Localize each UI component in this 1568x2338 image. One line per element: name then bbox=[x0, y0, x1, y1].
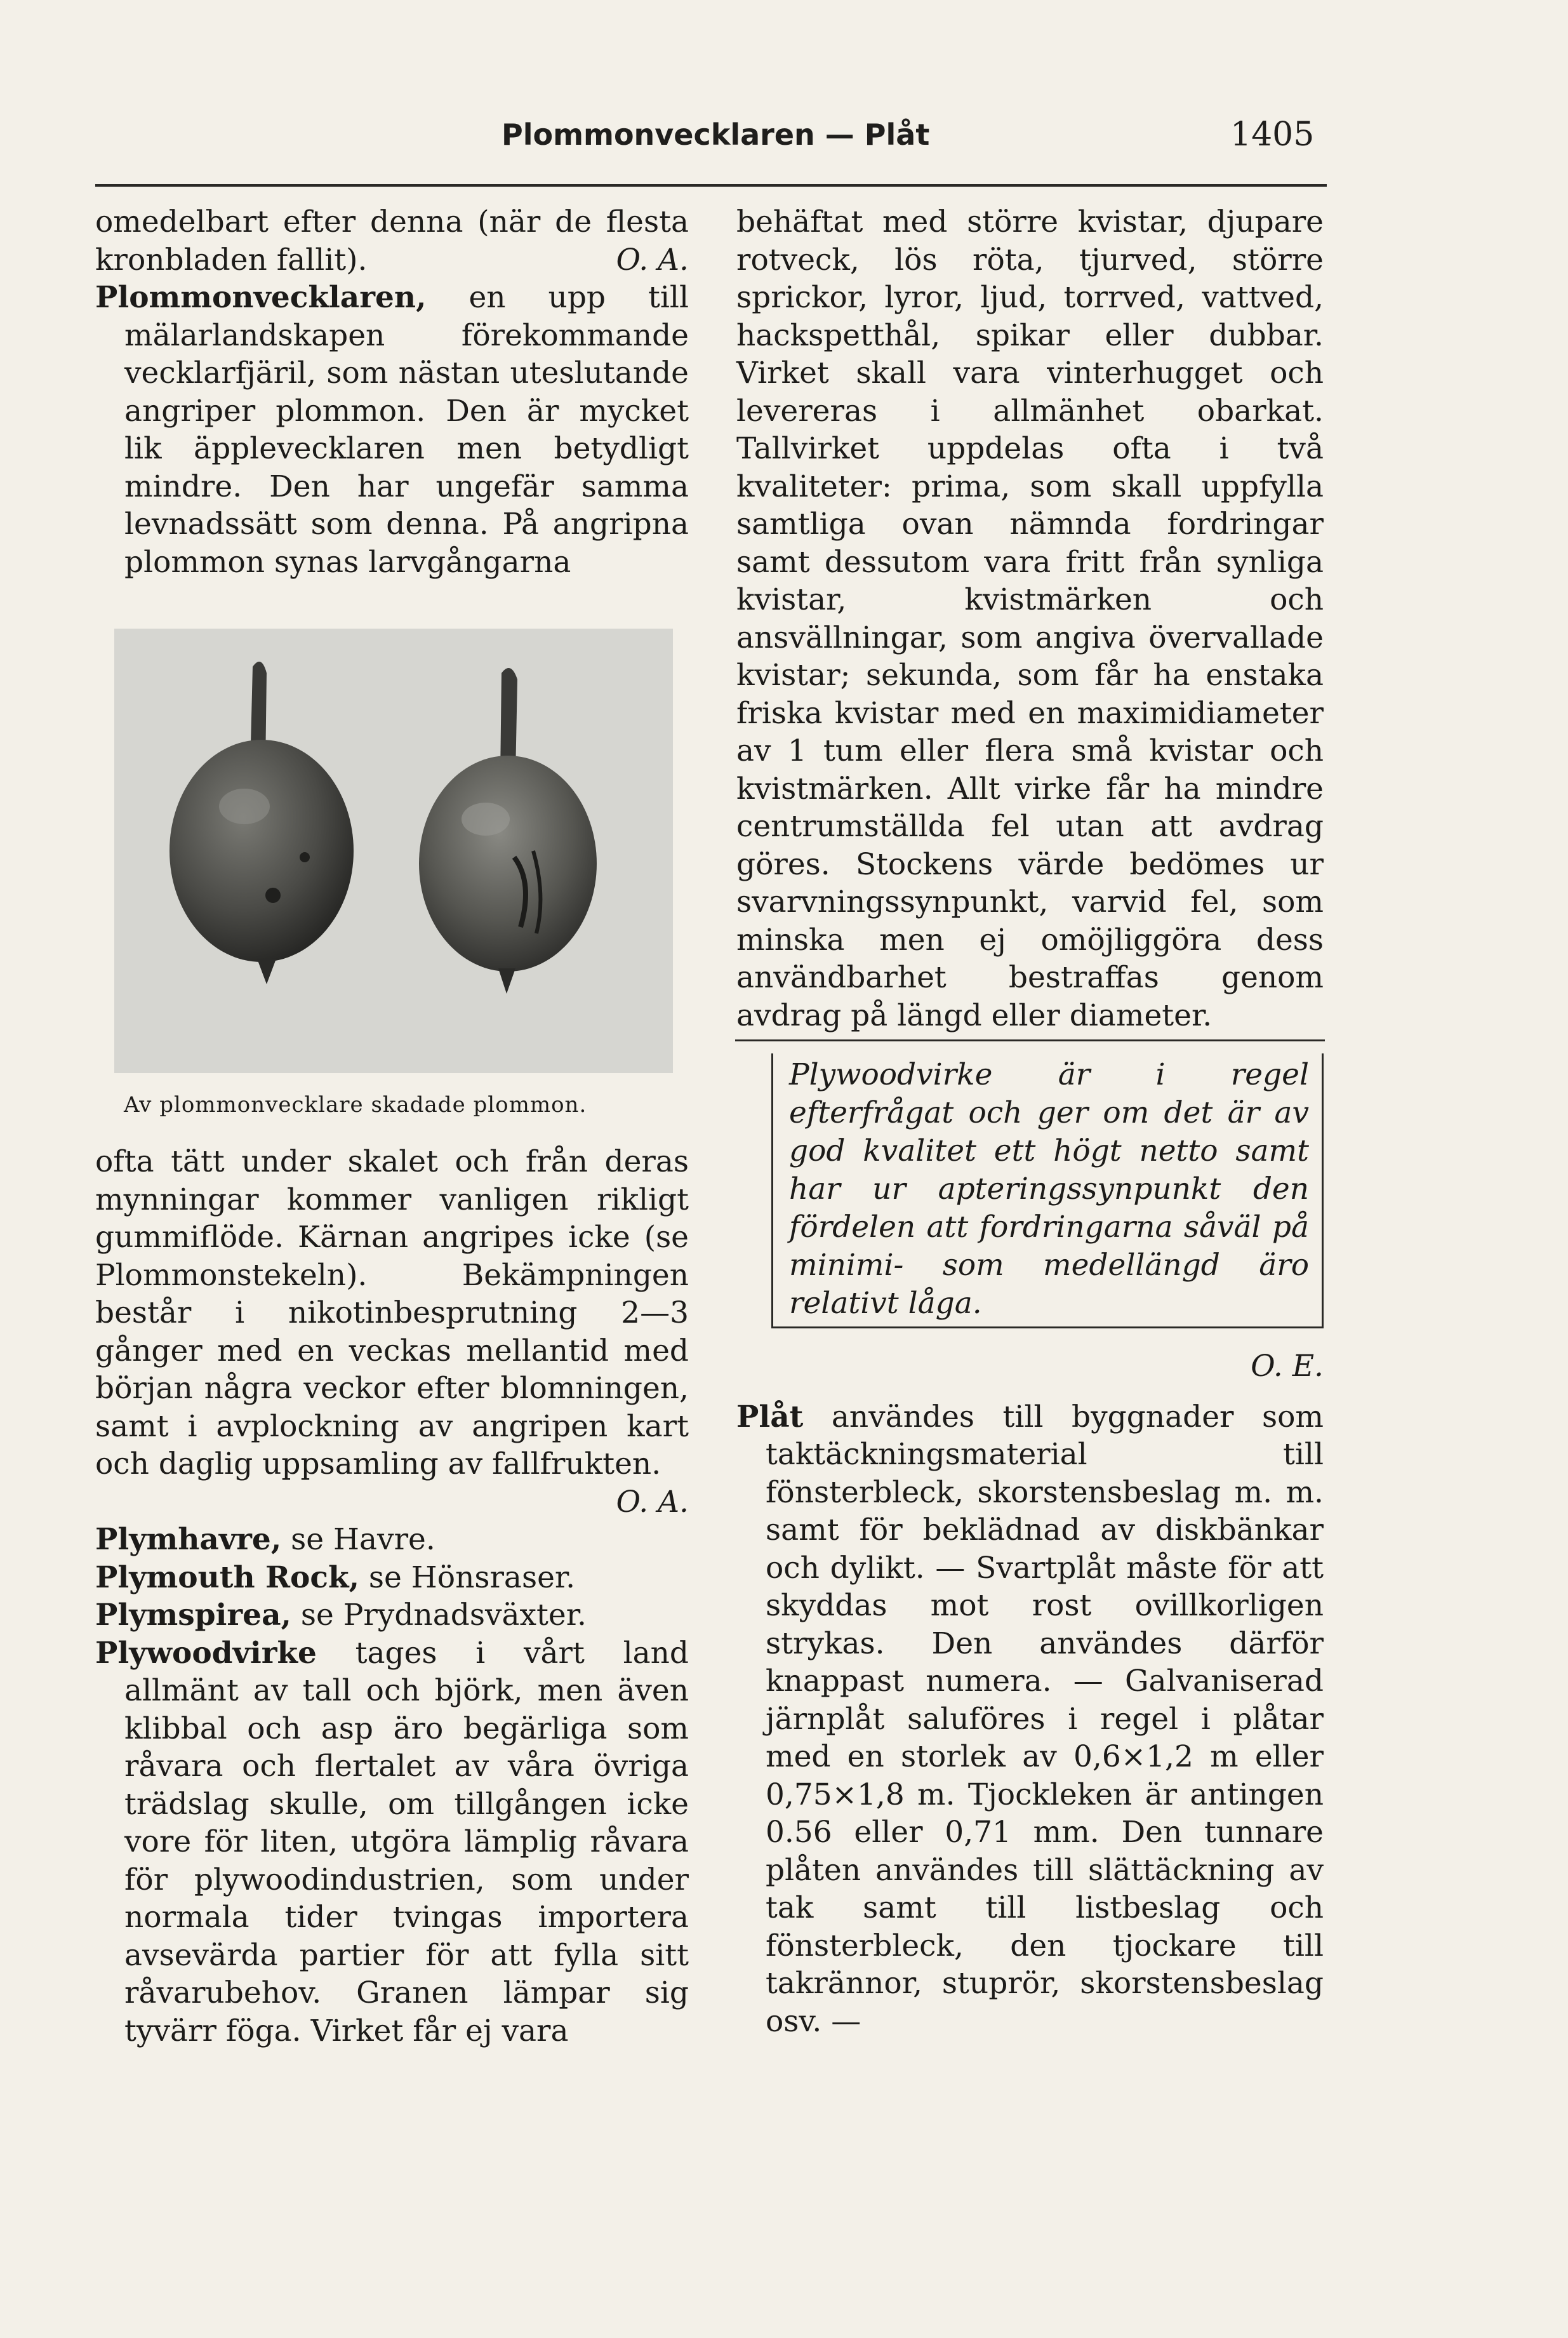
entry-plymhavre bbox=[95, 1521, 689, 1559]
paragraph-text: ofta tätt under skalet och från deras mynningar kommer vanligen rikligt gummiflöde. Kärnan angripes icke (se Plommonstekeln). Bekämpningen består i nikotinbesprutning 2—3 gånger med en veckas mellantid med början några veckor efter blomningen, samt i avplockning av angripen kart och daglig uppsamling av fallfrukten. bbox=[95, 1144, 689, 1481]
paragraph-omedelbart bbox=[95, 203, 689, 279]
entry-plywoodvirke bbox=[95, 1634, 689, 2050]
right-column bbox=[736, 203, 1324, 2040]
paragraph-ofta bbox=[95, 1143, 689, 1483]
page-header bbox=[0, 0, 1568, 190]
boxed-note bbox=[771, 1053, 1324, 1328]
entry-plymouth-rock bbox=[95, 1559, 689, 1597]
entry-text: se Havre. bbox=[281, 1522, 435, 1557]
author-signature: O. A. bbox=[616, 242, 689, 277]
boxed-note-text: Plywoodvirke är i regel efterfrågat och ger om det är av god kvalitet ett högt netto samt har ur apteringssynpunkt den fördelen att fordringarna såväl på minimi- som medellängd äro relativt låga. bbox=[789, 1057, 1309, 1321]
entry-plymspirea bbox=[95, 1596, 689, 1634]
entry-plommonvecklaren bbox=[95, 279, 689, 581]
entry-term: Plommonvecklaren, bbox=[95, 280, 427, 315]
entry-term: Plywoodvirke bbox=[95, 1635, 317, 1671]
header-rule bbox=[95, 184, 1327, 187]
page-number: 1405 bbox=[1230, 116, 1315, 154]
entry-term: Plymhavre, bbox=[95, 1522, 282, 1557]
paragraph-text: omedelbart efter denna (när de flesta kronbladen fallit). bbox=[95, 204, 689, 277]
entry-term: Plåt bbox=[736, 1399, 804, 1434]
plum-photo bbox=[114, 629, 673, 1073]
left-column bbox=[95, 203, 689, 2050]
paragraph-text: behäftat med större kvistar, djupare rotveck, lös röta, tjurved, större sprickor, lyror, ljud, torrved, vattved, hackspetthål, spikar eller dubbar. Virket skall vara vinterhugget och levereras i allmänhet obarkat. Tallvirket uppdelas ofta i två kvaliteter: prima, som skall uppfylla samtliga ovan nämnda fordringar samt dessutom vara fritt från synliga kvistar, kvistmärken och ansvällningar, som angiva övervallade kvistar; sekunda, som får ha enstaka friska kvistar med en maximidiameter av 1 tum eller flera små kvistar och kvistmärken. Allt virke får ha mindre centrumställda fel utan att avdrag göres. Stockens värde bedömes ur svarvningssynpunkt, varvid fel, som minska men ej omöjliggöra dess användbarhet bestraffas genom avdrag på längd eller diameter. bbox=[736, 204, 1324, 1033]
entry-text: se Prydnadsväxter. bbox=[291, 1598, 587, 1633]
entry-text: en upp till mälarlandskapen förekommande vecklarfjäril, som nästan uteslutande angriper plommon. Den är mycket lik äpplevecklaren men betydligt mindre. Den har ungefär samma levnadssätt som denna. På angripna plommon synas larvgångarna bbox=[124, 280, 689, 580]
author-signature: O. A. bbox=[616, 1484, 689, 1520]
entry-text: se Hönsraser. bbox=[359, 1560, 576, 1595]
author-signature: O. E. bbox=[1251, 1349, 1324, 1384]
figure-caption: Av plommonvecklare skadade plommon. bbox=[124, 1092, 587, 1118]
entry-term: Plymouth Rock, bbox=[95, 1560, 359, 1595]
running-head: Plommonvecklaren — Plåt bbox=[502, 117, 930, 152]
damaged-plums-illustration bbox=[114, 629, 673, 1073]
entry-text: tages i vårt land allmänt av tall och björk, men även klibbal och asp äro begärliga som råvara och flertalet av våra övriga trädslag skulle, om tillgången icke vore för liten, utgöra lämplig råvara för plywoodindustrien, som under normala tider tvingas importera avsevärda partier för att fylla sitt råvarubehov. Granen lämpar sig tyvärr föga. Virket får ej vara bbox=[124, 1635, 689, 2048]
entry-plat bbox=[736, 1398, 1324, 2041]
paragraph-behaftat bbox=[736, 203, 1324, 1034]
entry-text: användes till byggnader som taktäckningsmaterial till fönsterbleck, skorstensbeslag m. m. samt för beklädnad av diskbänkar och dylikt. — Svartplåt måste för att skyddas mot rost ovillkorligen strykas. Den användes därför knappast numera. — Galvaniserad järnplåt saluföres i regel i plåtar med en storlek av 0,6×1,2 m eller 0,75×1,8 m. Tjockleken är antingen 0.56 eller 0,71 mm. Den tunnare plåten användes till slättäckning av tak samt till listbeslag och fönsterbleck, den tjockare till takrännor, stuprör, skorstensbeslag osv. — bbox=[766, 1399, 1324, 2039]
entry-term: Plymspirea, bbox=[95, 1598, 291, 1633]
